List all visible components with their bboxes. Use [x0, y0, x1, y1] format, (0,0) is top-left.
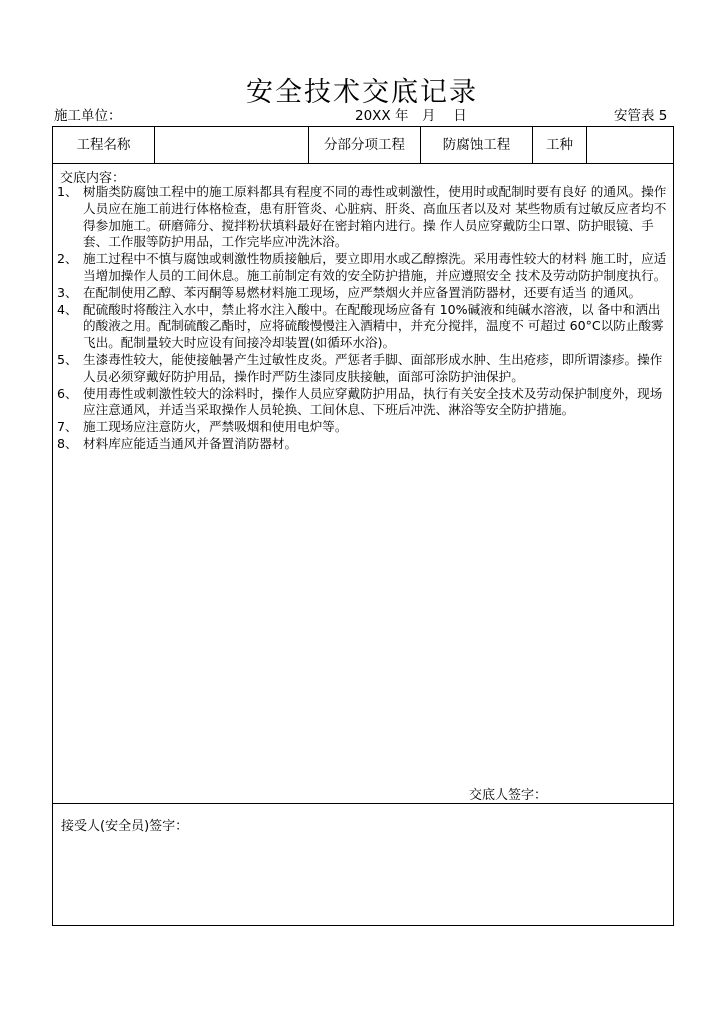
receiver-signature-label: 接受人(安全员)签字： [61, 819, 189, 834]
item-number: 1、 [57, 184, 78, 199]
item-text: 在配制使用乙醇、苯丙酮等易燃材料施工现场，应严禁烟火并应备置消防器材，还要有适当 的通风。 [83, 284, 642, 300]
project-name-label: 工程名称 [53, 127, 155, 163]
list-item [57, 184, 669, 251]
date-field: 20XX 年 月 日 [355, 108, 467, 124]
construction-unit-label: 施工单位： [54, 108, 122, 124]
item-text: 配硫酸时将酸注入水中，禁止将水注入酸中。在配酸现场应备有 10%碱液和纯碱水溶液，以 备中和洒出的酸液之用。配制硫酸乙酯时，应将硫酸慢慢注入酒精中，并充分搅拌，温度不 可超过 60°C以防止酸雾飞出。配制量较大时应设有间接冷却装置(如循环水浴)。 [83, 301, 664, 351]
form-code: 安管表 5 [614, 108, 668, 124]
subproject-value: 防腐蚀工程 [421, 127, 533, 163]
item-number: 8、 [57, 435, 78, 451]
item-text: 材料库应能适当通风并备置消防器材。 [83, 435, 298, 451]
subproject-label: 分部分项工程 [309, 127, 421, 163]
briefing-content [53, 164, 673, 804]
trade-label: 工种 [533, 127, 587, 163]
item-text: 施工过程中不慎与腐蚀或刺激性物质接触后，要立即用水或乙醇擦洗。采用毒性较大的材料 施工时，应适当增加操作人员的工间休息。施工前制定有效的安全防护措施，并应遵照安全 技术及劳动防护制度执行。 [83, 251, 667, 283]
content-label: 交底内容： [60, 171, 126, 186]
list-item [57, 251, 669, 285]
item-number: 7、 [57, 419, 78, 435]
list-item [57, 285, 669, 302]
item-text: 树脂类防腐蚀工程中的施工原料都具有程度不同的毒性或刺激性，使用时或配制时要有良好 的通风。操作人员应在施工前进行体格检查，患有肝管炎、心脏病、肝炎、高血压者以及对 某些物质有过敏反应者均不得参加施工。研磨筛分、搅拌粉状填料最好在密封箱内进行。操 作人员应穿戴防尘口罩、防护眼镜、手套、工作服等防护用品，工作完毕应冲洗沐浴。 [83, 184, 667, 250]
item-number: 6、 [57, 385, 78, 401]
list-item [57, 302, 669, 352]
list-item [57, 352, 669, 386]
signer-label: 交底人签字： [469, 788, 548, 803]
trade-value[interactable] [587, 127, 673, 163]
item-number: 2、 [57, 251, 78, 267]
header-row [53, 127, 673, 164]
item-number: 5、 [57, 351, 78, 367]
item-number: 4、 [57, 301, 78, 317]
item-text: 使用毒性或刺激性较大的涂料时，操作人员应穿戴防护用品，执行有关安全技术及劳动保护制度外，现场应注意通风，并适当采取操作人员轮换、工间休息、下班后冲洗、淋浴等安全防护措施。 [83, 385, 663, 418]
project-name-value[interactable] [155, 127, 309, 163]
list-item [57, 386, 669, 420]
list-item [57, 436, 669, 453]
record-form [52, 126, 674, 926]
item-number: 3、 [57, 284, 78, 300]
briefing-items [57, 184, 669, 453]
item-text: 生漆毒性较大，能使接触暑产生过敏性皮炎。严惩者手脚、面部形成水肿、生出疮疹，即所谓漆疹。操作人员必须穿戴好防护用品，操作时严防生漆同皮肤接触，面部可涂防护油保护。 [83, 351, 663, 384]
item-text: 施工现场应注意防火，严禁吸烟和使用电炉等。 [83, 419, 348, 435]
page-title: 安全技术交底记录 [246, 77, 478, 108]
list-item [57, 419, 669, 436]
